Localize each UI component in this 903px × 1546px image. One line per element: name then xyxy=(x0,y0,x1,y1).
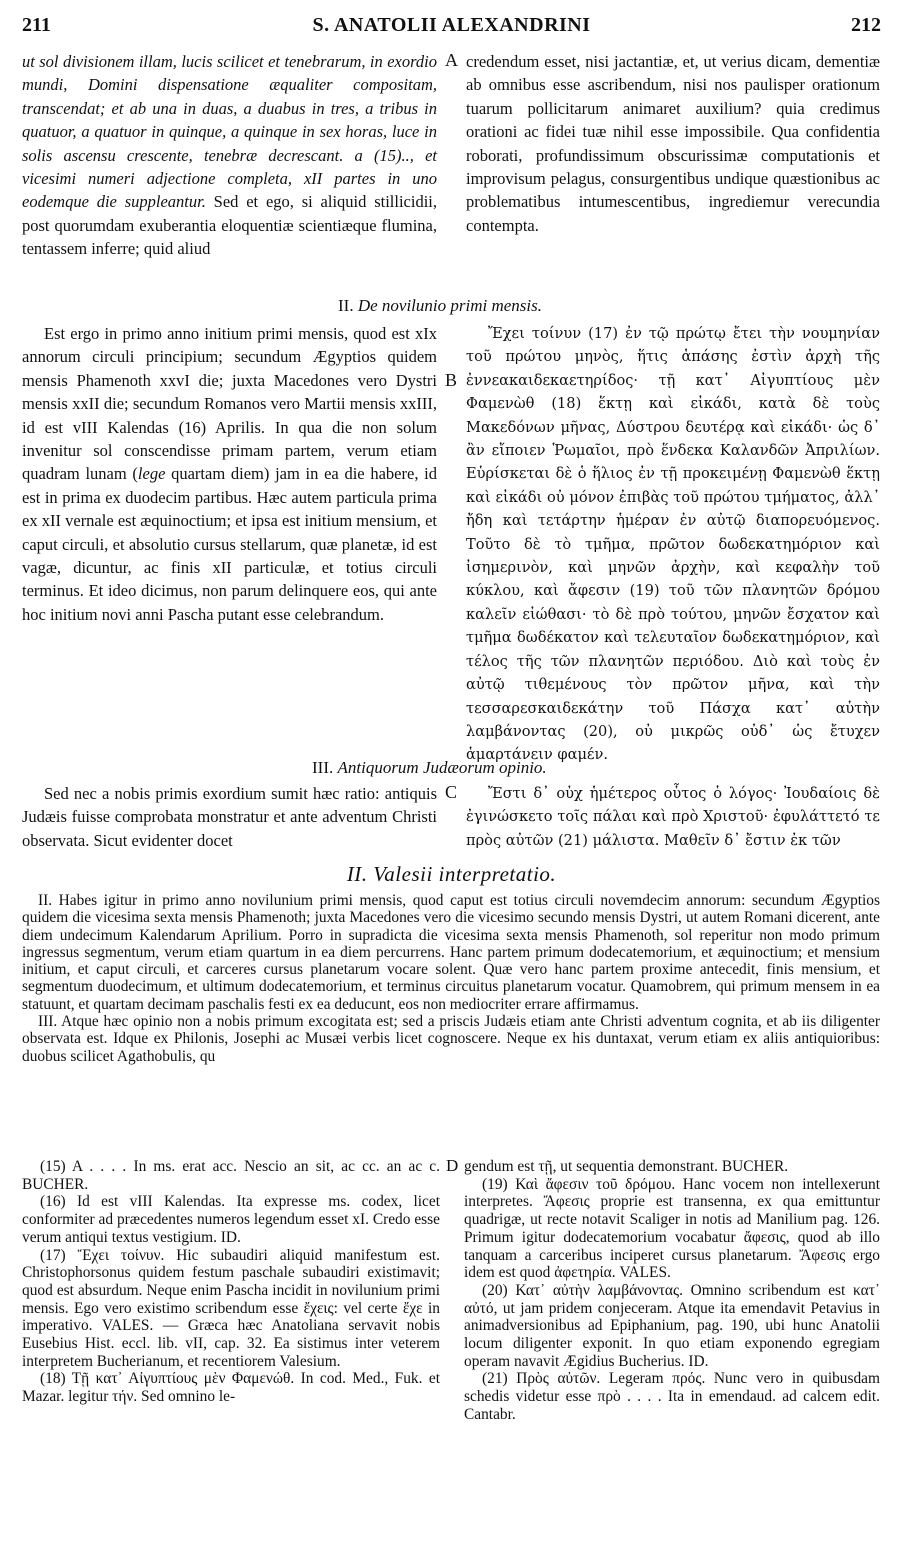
page-header xyxy=(22,14,881,42)
latin-paragraph: Est ergo in primo anno initium primi mensis, quod est xIx annorum circuli principium; secundum Ægyptios quidem mensis Phamenoth xxvI die; juxta Macedones vero Dystri mensis xxII die; secundum Romanos vero Martii mensis xxIII, id est vIII Kalendas (16) Aprilis. In qua die non solum invenitur sol conscendisse primam partem, verum etiam quadram lunam (lege quartam diem) jam in ea die habere, id est in prima ex duodecim partibus. Hæc autem particula prima ex xII vernale est æquinoctium; et ipsa est initium mensium, et caput circuli, et absolutio cursus stellarum, quæ planetæ, id est vagæ, dicuntur, ac finis xII particulæ, et totius circuli terminus. Et ideo dicimus, non parum delinquere eos, qui ante hoc initium novi anni Pascha putant esse celebrandum. xyxy=(22,324,437,624)
page-number-right: 212 xyxy=(851,14,881,36)
notes-left-column xyxy=(22,1158,440,1488)
latin-column-top xyxy=(22,50,437,300)
latin-paragraph: credendum esset, nisi jactantiæ, et, ut verius dicam, dementiæ ab omnibus esse ascribendum, nisi nos paulisper orationum tuarum pollicitarum animaret auxilium? quia credimus orationi ac fidei tuæ nihil esse impossibile. Qua confidentia roborati, profundissimum obscurissimæ computationis et improvisum pelagus, consurgentibus undique quæstionibus ac problematibus intumescentibus, ingrediemur verecundia contempta. xyxy=(466,52,880,235)
greek-column-bottom xyxy=(466,782,880,854)
notes-right-column xyxy=(464,1158,880,1488)
footnote: (17) Ἔχει τοίνυν. Hic subaudiri aliquid manifestum est. Christophorsonus quidem festum paschale subaudiri existimavit; quod est absurdum. Neque enim Pascha incidit in novilunium primi mensis. Ego vero existimo scribendum esse ἔχεις: vel certe ἔχε in imperativo. VALES. — Græca hæc Anatoliana servavit nobis Eusebius Hist. eccl. lib. vII, cap. 32. Ea sistimus inter veterem interpretem Bucherianum, et recentiorem Valesium. xyxy=(22,1246,440,1370)
margin-marker-c: C xyxy=(445,782,458,802)
latin-column-bottom xyxy=(22,782,437,854)
greek-paragraph: Ἔστι δ᾽ οὐχ ἡμέτερος οὗτος ὁ λόγος· Ἰουδαίοις δὲ ἐγινώσκετο τοῖς πάλαι καὶ πρὸ Χριστοῦ· ἐφυλάττετό τε πρὸς αὐτῶν (21) μάλιστα. Μαθεῖν δ᾽ ἔστιν ἐκ τῶν xyxy=(466,785,880,849)
latin-paragraph: Sed nec a nobis primis exordium sumit hæc ratio: antiquis Judæis fuisse comprobata monstratur et ante adventum Christi observata. Sicut evidenter docet xyxy=(22,784,437,850)
footnote: (19) Καὶ ἄφεσιν τοῦ δρόμου. Hanc vocem non intellexerunt interpretes. Ἄφεσις proprie est transenna, ex qua emittuntur quadrigæ, ut recte notavit Scaliger in notis ad Manilium pag. 126. Primum igitur dodecatemorium vocabatur ἄφεσις, quod ab illo tanquam a carceribus inciperet cursus planetarum. Ἄφεσις ergo idem est quod ἀφετηρία. VALES. xyxy=(464,1175,880,1282)
footnote: (16) Id est vIII Kalendas. Ita expresse ms. codex, licet conformiter ad præcedentes numeros legendum esset xI. Credo esse verum antiqui textus vestigium. ID. xyxy=(22,1193,440,1246)
valesii-paragraph-2: II. Habes igitur in primo anno novilunium primi mensis, quod caput est totius circuli novemdecim annorum: secundum Ægyptios quidem die vicesima sexta mensis Phamenoth; juxta Macedones vero die vicesimo secundo mensis Dystri, ut autem Romani dicerent, ante diem undecimum Kalendarum Aprilium. Porro in supradicta die vicesima sexta mensis Phamenoth, sol reperitur non modo primum ingressus segmentum, verum etiam quartum in ea diem percurrens. Hanc partem primum dodecatemorium, et æquinoctium; et mensium initium, et caput circuli, et carceres cursus planetarum vocare solent. Quæ vero hanc partem proxime antecedit, finis mensium, et segmentum duodecimum, et ultimum dodecatemorium, et terminus circuitus planetarum vocatur. Quamobrem, qui primum mensem in ea statuunt, et quartam decimam paschalis festi ex ea deducunt, eos non mediocriter errare affirmamus. xyxy=(22,892,880,1013)
section-heading-3: III. Antiquorum Judæorum opinio. xyxy=(312,758,547,777)
running-title: S. ANATOLII ALEXANDRINI xyxy=(312,14,591,36)
greek-column-mid xyxy=(466,322,880,764)
footnote: (15) A . . . . In ms. erat acc. Nescio an sit, ac cc. an ac c. BUCHER. xyxy=(22,1158,440,1193)
valesii-paragraph-3: III. Atque hæc opinio non a nobis primum excogitata est; sed a priscis Judæis etiam ante Christi adventum cognita, et ab iis diligenter observata est. Idque ex Philonis, Josephi ac Musæi verbis licet cognoscere. Neque ex his duntaxat, verum etiam ex aliis antiquioribus: duobus scilicet Agathobulis, qu xyxy=(22,1013,880,1065)
footnote: (20) Κατ᾽ αὐτὴν λαμβάνοντας. Omnino scribendum est κατ᾽ αὐτό, ut jam pridem conjeceram. Atque ita emendavit Petavius in animadversionibus ad Epiphanium, pag. 190, ubi hunc Anatolii locum diligenter exponit. In quo etiam exponendo egregiam operam navavit Ægidius Bucherius. ID. xyxy=(464,1281,880,1370)
footnote: (21) Πρὸς αὐτῶν. Legeram πρός. Nunc vero in quibusdam schedis videtur esse πρὸ . . . . Ita in emendaud. ad calcem edit. Cantabr. xyxy=(464,1370,880,1423)
valesii-interpretation xyxy=(22,892,880,1132)
latin-column-top-right xyxy=(466,50,880,270)
section-heading-2: II. De novilunio primi mensis. xyxy=(338,296,542,315)
latin-column-mid xyxy=(22,322,437,710)
valesii-title: II. Valesii interpretatio. xyxy=(346,862,557,886)
page-number-left: 211 xyxy=(22,14,51,36)
margin-marker-b: B xyxy=(445,370,458,390)
footnote: (18) Τῇ κατ᾽ Αἰγυπτίους μὲν Φαμενώθ. In cod. Med., Fuk. et Mazar. legitur τήν. Sed omnino le- xyxy=(22,1370,440,1406)
footnote: gendum est τῇ, ut sequentia demonstrant. BUCHER. xyxy=(464,1158,789,1175)
margin-marker-a: A xyxy=(445,50,458,70)
greek-paragraph: Ἔχει τοίνυν (17) ἐν τῷ πρώτῳ ἔτει τὴν νουμηνίαν τοῦ πρώτου μηνὸς, ἥτις ἁπάσης ἐστὶν ἀρχὴ τῆς ἐννεακαιδεκαετηρίδος· τῇ κατ᾽ Αἰγυπτίους μὲν Φαμενὼθ (18) ἕκτῃ καὶ εἰκάδι, κατὰ δὲ τοὺς Μακεδόνων μῆνας, Δύστρου δευτέρᾳ καὶ εἰκάδι· ὡς δ᾽ ἂν εἴποιεν Ῥωμαῖοι, πρὸ ἕνδεκα Καλανδῶν Ἀπριλίων. Εὑρίσκεται δὲ ὁ ἥλιος ἐν τῇ προκειμένῃ Φαμενὼθ ἕκτῃ καὶ εἰκάδι οὐ μόνον ἐπιβὰς τοῦ πρώτου τμήματος, ἀλλ᾽ ἤδη καὶ τετάρτην ἡμέραν ἐν αὐτῷ διαπορευόμενος. Τοῦτο δὲ τὸ τμῆμα, πρῶτον δωδεκατημόριον καὶ ἰσημερινὸν, καὶ μηνῶν ἀρχὴν, καὶ κεφαλὴν τοῦ κύκλου, καὶ ἄφεσιν (19) τοῦ τῶν πλανητῶν δρόμου καλεῖν εἰώθασι· τὸ δὲ πρὸ τούτου, μηνῶν ἔσχατον καὶ τμῆμα δωδέκατον καὶ τελευταῖον δωδεκατημόριον, καὶ τέλος τῆς τῶν πλανητῶν περιόδου. Διὸ καὶ τοὺς ἐν αὐτῷ τιθεμένους τὸν πρῶτον μῆνα, καὶ τὴν τεσσαρεσκαιδεκάτην τοῦ Πάσχα κατ᾽ αὐτὴν λαμβάνοντας (20), οὐ μικρῶς οὐδ᾽ ὡς ἔτυχεν ἁμαρτάνειν φαμέν. xyxy=(466,325,880,764)
margin-marker-d: D xyxy=(446,1156,459,1175)
latin-paragraph: ut sol divisionem illam, lucis scilicet et tenebrarum, in exordio mundi, Domini dispensatione æqualiter compositam, transcendat; et ab una in duas, a duabus in tres, a tribus in quatuor, a quatuor in quinque, a quinque in sex horas, luce in solis ascensu crescente, tenebræ decrescant. a (15).., et vicesimi numeri adjectione completa, xII partes in uno eodemque die suppleantur. Sed et ego, si aliquid stillicidii, post quorumdam exuberantia eloquentiæ scientiæque flumina, tentassem inferre; quid aliud xyxy=(22,52,437,259)
